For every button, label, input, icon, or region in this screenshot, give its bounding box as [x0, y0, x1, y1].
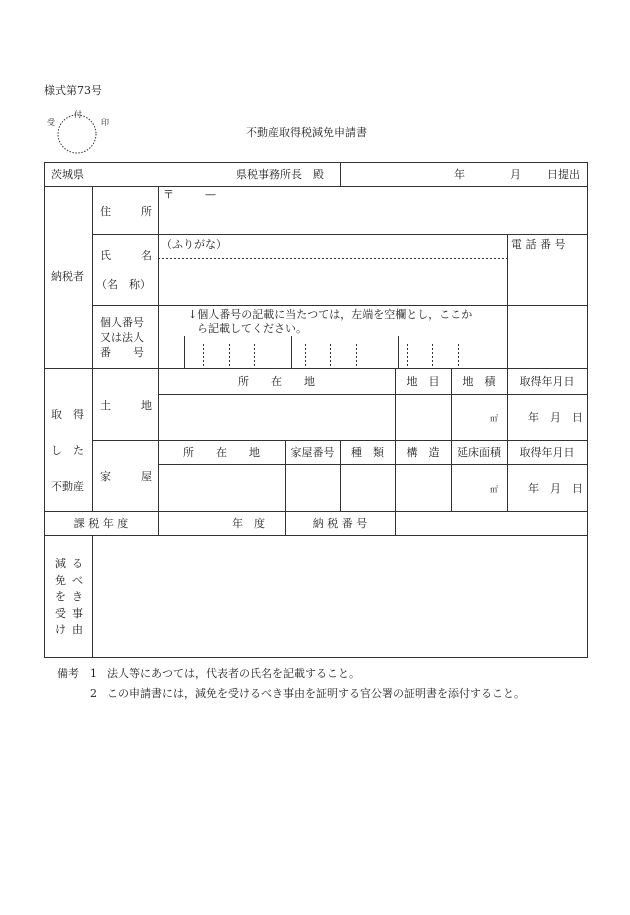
name-label: 氏 [100, 249, 111, 262]
land-header-category: 地 目 [406, 375, 440, 388]
house-header-number: 家屋番号 [290, 446, 335, 459]
land-header-date: 取得年月日 [519, 375, 575, 388]
id-label-line: 又は法人 [100, 331, 144, 344]
house-area-unit: ㎡ [490, 485, 498, 494]
form-number: 様式第73号 [44, 84, 102, 97]
postal-mark: 〒 [163, 188, 174, 201]
house-header-type: 種 類 [351, 446, 384, 459]
note-number: 1 [90, 667, 97, 680]
stamp-label-top: 付 [74, 110, 82, 119]
house-label-2: 屋 [141, 470, 152, 483]
property-section-label: し た [51, 444, 84, 457]
house-date-placeholder: 年 月 日 [528, 482, 583, 495]
id-label-line: 個人番号 [100, 316, 144, 329]
house-header-date: 取得年月日 [519, 446, 575, 459]
id-note-line2: ら記載してください。 [197, 322, 307, 335]
furigana-label: （ふりがな） [161, 238, 227, 251]
tax-number-label: 納 税 番 号 [312, 517, 368, 530]
form-title: 不動産取得税減免申請書 [246, 126, 367, 139]
notes-label: 備考 [57, 667, 79, 680]
id-label-line: 番 号 [100, 346, 144, 359]
house-header-structure: 構 造 [406, 446, 440, 459]
postal-dash: — [205, 188, 216, 201]
submit-month-label: 月 [510, 168, 521, 181]
submit-year-label: 年 [454, 168, 465, 181]
prefecture: 茨城県 [51, 168, 84, 181]
property-section-label: 取 得 [51, 408, 84, 421]
note-text: この申請書には，減免を受けるべき事由を証明する官公署の証明書を添付すること。 [107, 687, 525, 700]
note-number: 2 [90, 687, 97, 700]
name-alt-label: （名 称） [96, 278, 151, 291]
land-label: 土 [100, 399, 111, 412]
tax-year-suffix: 年 度 [232, 517, 265, 530]
tax-year-label: 課 税 年 度 [73, 517, 129, 530]
property-section-label: 不動産 [51, 480, 84, 493]
taxpayer-section-label: 納税者 [51, 270, 84, 283]
stamp-label-right: 印 [101, 118, 109, 127]
phone-label: 電 話 番 号 [511, 238, 566, 251]
addressee: 県税事務所長 殿 [236, 168, 324, 181]
name-label-2: 名 [141, 249, 152, 262]
land-date-placeholder: 年 月 日 [528, 411, 583, 424]
reason-label-col1: 減免を受け [55, 557, 66, 636]
land-header-area: 地 積 [462, 375, 496, 388]
land-label-2: 地 [141, 399, 152, 412]
land-header-location: 所 在 地 [238, 375, 315, 388]
land-area-unit: ㎡ [490, 414, 498, 423]
reason-label-col2: るべき事由 [72, 557, 83, 636]
note-text: 法人等にあつては，代表者の氏名を記載すること。 [107, 667, 360, 680]
stamp-label-left: 受 [47, 118, 55, 127]
house-header-location: 所 在 地 [183, 446, 260, 459]
house-header-floor-area: 延床面積 [457, 446, 501, 459]
address-label: 住 [100, 205, 111, 218]
submit-day-label: 日提出 [547, 168, 580, 181]
house-label: 家 [100, 470, 111, 483]
id-note-line1: ↓個人番号の記載に当たつては，左端を空欄とし，ここか [188, 308, 473, 321]
address-label-2: 所 [141, 205, 152, 218]
